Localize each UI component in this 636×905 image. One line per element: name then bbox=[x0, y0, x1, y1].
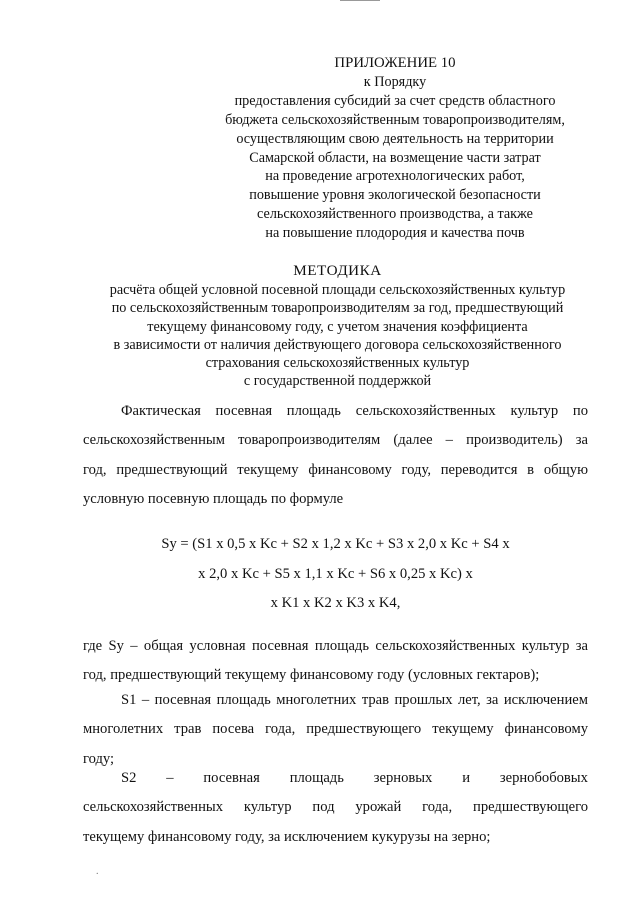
appendix-line: Самарской области, на возмещение части затрат bbox=[249, 149, 541, 166]
intro-line: условную посевную площадь по формуле bbox=[83, 490, 344, 507]
intro-paragraph bbox=[83, 397, 588, 514]
definition-line: где Sу – общая условная посевная площадь сельскохозяйственных культур за bbox=[83, 638, 588, 654]
method-line: расчёта общей условной посевной площади сельскохозяйственных культур bbox=[109, 282, 566, 299]
method-line: в зависимости от наличия действующего договора сельскохозяйственного bbox=[113, 336, 562, 353]
appendix-line: предоставления субсидий за счет средств областного bbox=[234, 92, 556, 109]
appendix-header bbox=[215, 54, 575, 243]
formula-line: Sу = (S1 x 0,5 x Kс + S2 x 1,2 x Kс + S3 x 2,0 x Kс + S4 x bbox=[161, 536, 510, 552]
formula-block bbox=[83, 530, 588, 619]
formula-line: x 2,0 x Kс + S5 x 1,1 x Kс + S6 x 0,25 x Kс) x bbox=[198, 565, 473, 582]
definition-line: году; bbox=[83, 750, 115, 767]
appendix-line: к Порядку bbox=[363, 73, 427, 90]
definition-s2-first-line bbox=[83, 764, 588, 793]
definition-line: S1 – посевная площадь многолетних трав прошлых лет, за исключением bbox=[121, 692, 588, 708]
s2-word: зернобобовых bbox=[499, 770, 588, 786]
definition-line: текущему финансовому году, за исключением кукурузы на зерно; bbox=[83, 828, 491, 845]
appendix-line: бюджета сельскохозяйственным товаропроизводителям, bbox=[225, 111, 565, 128]
method-line: страхования сельскохозяйственных культур bbox=[205, 355, 470, 372]
definition-sy bbox=[83, 632, 588, 691]
appendix-title: ПРИЛОЖЕНИЕ 10 bbox=[334, 55, 456, 71]
s2-word: площадь bbox=[289, 770, 344, 786]
intro-line: год, предшествующий текущему финансовому году, переводится в общую bbox=[83, 461, 588, 478]
definition-line: многолетних трав посева года, предшествующего текущему финансовому bbox=[83, 721, 588, 738]
definition-s1 bbox=[83, 686, 588, 774]
definition-s2 bbox=[83, 764, 588, 852]
method-title-block bbox=[70, 262, 605, 390]
appendix-line: на повышение плодородия и качества почв bbox=[265, 225, 525, 242]
s2-word: – bbox=[166, 770, 174, 786]
s2-word: зерновых bbox=[373, 770, 433, 786]
intro-line: сельскохозяйственным товаропроизводителям (далее – производитель) за bbox=[83, 432, 588, 449]
intro-line: Фактическая посевная площадь сельскохозяйственных культур по bbox=[121, 403, 588, 419]
top-rule bbox=[340, 0, 380, 1]
appendix-line: сельскохозяйственного производства, а также bbox=[257, 206, 533, 223]
method-line: с государственной поддержкой bbox=[243, 373, 432, 390]
formula-line: x K1 x K2 x K3 x K4, bbox=[270, 595, 401, 611]
method-line: текущему финансовому году, с учетом значения коэффициента bbox=[147, 318, 528, 335]
definition-line: сельскохозяйственных культур под урожай года, предшествующего bbox=[83, 799, 588, 816]
definition-line: год, предшествующий текущему финансовому году (условных гектаров); bbox=[83, 667, 540, 684]
s2-word: посевная bbox=[203, 770, 260, 786]
s2-word: и bbox=[462, 770, 470, 786]
method-heading: МЕТОДИКА bbox=[293, 262, 382, 279]
appendix-line: осуществляющим свою деятельность на территории bbox=[236, 130, 554, 147]
s2-word: S2 bbox=[121, 770, 137, 786]
appendix-line: на проведение агротехнологических работ, bbox=[265, 168, 525, 185]
appendix-line: повышение уровня экологической безопасности bbox=[249, 187, 541, 204]
scan-mark: . bbox=[96, 866, 99, 877]
method-line: по сельскохозяйственным товаропроизводителям за год, предшествующий bbox=[111, 300, 564, 317]
